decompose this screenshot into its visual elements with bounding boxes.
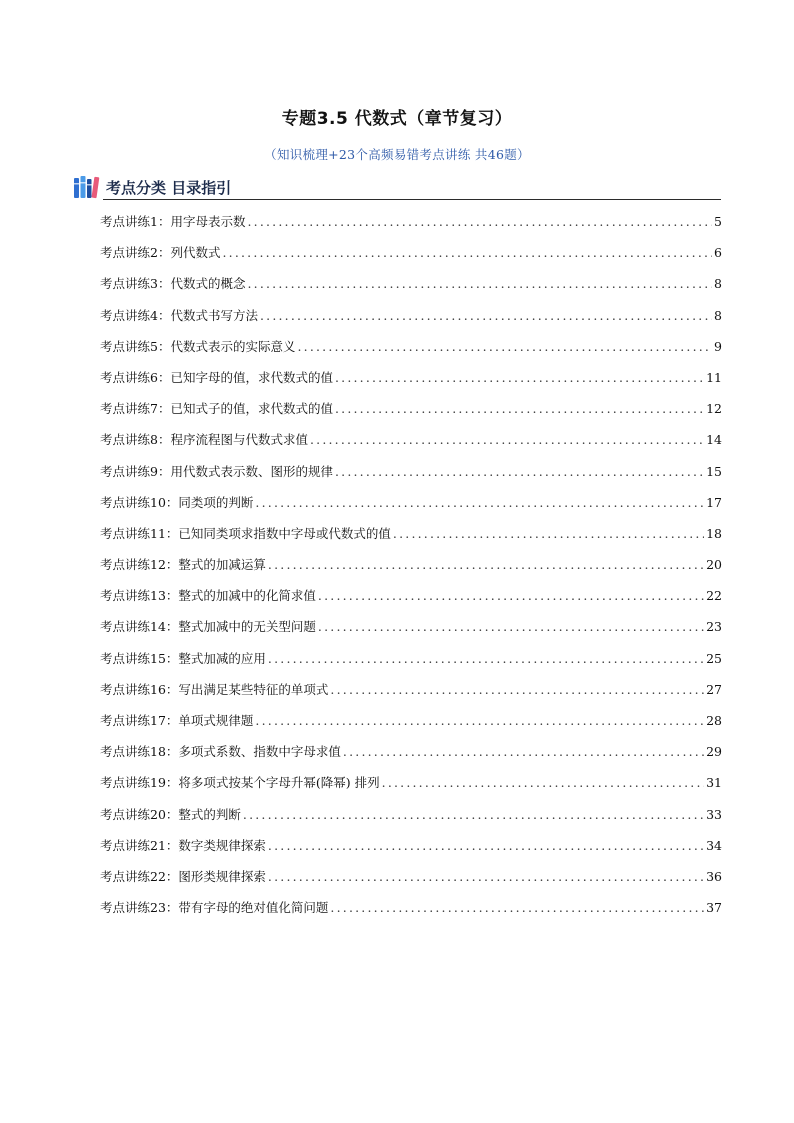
toc-item-page: 15 xyxy=(706,463,722,479)
toc-item-page: 20 xyxy=(706,557,722,573)
toc-item-label: 考点讲练17：单项式规律题 xyxy=(100,713,254,728)
toc-item[interactable] xyxy=(100,244,722,275)
toc-item-page: 6 xyxy=(714,245,722,261)
toc-leader-dots xyxy=(297,338,712,356)
toc-item-label: 考点讲练5：代数式表示的实际意义 xyxy=(100,338,296,354)
toc-item-page: 11 xyxy=(706,369,722,385)
toc-leader-dots xyxy=(268,650,704,668)
toc-leader-dots xyxy=(255,712,704,730)
toc-item-label: 考点讲练18：多项式系数、指数中字母求值 xyxy=(100,744,341,760)
toc-item-label: 考点讲练19：将多项式按某个字母升幂(降幂) 排列 xyxy=(100,775,380,791)
toc-item-label: 考点讲练23：带有字母的绝对值化简问题 xyxy=(100,900,329,916)
page-subtitle: （知识梳理+23个高频易错考点讲练 共46题） xyxy=(264,147,530,162)
toc-item-page: 31 xyxy=(706,775,722,791)
toc-item[interactable] xyxy=(100,868,722,899)
toc-item-label: 考点讲练7：已知式子的值，求代数式的值 xyxy=(100,401,333,417)
toc-item[interactable] xyxy=(100,774,722,805)
toc-item-page: 12 xyxy=(706,401,722,417)
page-title: 专题3.5 代数式（章节复习） xyxy=(281,109,513,129)
toc-leader-dots xyxy=(247,275,712,293)
toc-leader-dots xyxy=(310,431,704,449)
toc-item-page: 34 xyxy=(706,837,722,853)
toc-item[interactable] xyxy=(100,806,722,837)
toc-leader-dots xyxy=(318,587,704,605)
toc-item[interactable] xyxy=(100,618,722,649)
toc-leader-dots xyxy=(268,556,704,574)
toc-item-page: 17 xyxy=(706,494,722,510)
toc-item[interactable] xyxy=(100,307,722,338)
toc-item[interactable] xyxy=(100,463,722,494)
toc-item[interactable] xyxy=(100,650,722,681)
toc-item-page: 23 xyxy=(706,619,722,635)
toc-item-page: 8 xyxy=(714,276,722,292)
toc-leader-dots xyxy=(255,494,704,512)
toc-item-label: 考点讲练12：整式的加减运算 xyxy=(100,557,266,573)
toc-item[interactable] xyxy=(100,712,722,743)
toc-item-label: 考点讲练20：整式的判断 xyxy=(100,806,241,822)
toc-leader-dots xyxy=(222,244,712,262)
toc-item-label: 考点讲练2：列代数式 xyxy=(100,245,221,261)
table-of-contents xyxy=(100,213,722,930)
toc-item[interactable] xyxy=(100,681,722,712)
toc-item-page: 5 xyxy=(714,214,722,229)
toc-item-page: 29 xyxy=(706,744,722,760)
toc-item[interactable] xyxy=(100,556,722,587)
toc-item[interactable] xyxy=(100,494,722,525)
toc-item-page: 14 xyxy=(706,432,722,448)
toc-item[interactable] xyxy=(100,587,722,618)
toc-leader-dots xyxy=(343,743,704,761)
toc-leader-dots xyxy=(318,618,704,636)
toc-leader-dots xyxy=(247,213,712,231)
toc-leader-dots xyxy=(335,400,704,418)
toc-item-label: 考点讲练21：数字类规律探索 xyxy=(100,837,266,853)
toc-leader-dots xyxy=(268,837,704,855)
toc-item[interactable] xyxy=(100,213,722,244)
toc-item-label: 考点讲练3：代数式的概念 xyxy=(100,276,246,292)
toc-item[interactable] xyxy=(100,275,722,306)
toc-item-page: 9 xyxy=(714,338,722,354)
toc-leader-dots xyxy=(335,463,704,481)
toc-item[interactable] xyxy=(100,338,722,369)
toc-item[interactable] xyxy=(100,369,722,400)
toc-leader-dots xyxy=(330,681,704,699)
toc-leader-dots xyxy=(268,868,704,886)
toc-leader-dots xyxy=(335,369,704,387)
toc-item-page: 18 xyxy=(706,525,722,541)
toc-item-label: 考点讲练22：图形类规律探索 xyxy=(100,868,266,884)
toc-leader-dots xyxy=(382,774,704,792)
toc-leader-dots xyxy=(330,899,704,917)
toc-item-page: 33 xyxy=(706,806,722,822)
toc-item-label: 考点讲练16：写出满足某些特征的单项式 xyxy=(100,681,329,697)
toc-item-label: 考点讲练14：整式加减中的无关型问题 xyxy=(100,619,316,635)
toc-item-page: 28 xyxy=(706,713,722,728)
toc-item-label: 考点讲练11：已知同类项求指数中字母或代数式的值 xyxy=(100,525,391,541)
toc-item-page: 37 xyxy=(706,900,722,916)
toc-item-label: 考点讲练1：用字母表示数 xyxy=(100,214,246,229)
toc-leader-dots xyxy=(393,525,704,543)
toc-item-label: 考点讲练8：程序流程图与代数式求值 xyxy=(100,432,308,448)
toc-item[interactable] xyxy=(100,431,722,462)
toc-item-label: 考点讲练10：同类项的判断 xyxy=(100,494,254,510)
section-divider xyxy=(103,199,721,200)
toc-leader-dots xyxy=(260,307,712,325)
toc-item-page: 36 xyxy=(706,868,722,884)
toc-item-label: 考点讲练15：整式加减的应用 xyxy=(100,650,266,666)
section-header-label: 考点分类 目录指引 xyxy=(106,179,232,197)
toc-item-page: 8 xyxy=(714,307,722,323)
toc-item-label: 考点讲练6：已知字母的值，求代数式的值 xyxy=(100,369,333,385)
toc-item[interactable] xyxy=(100,400,722,431)
toc-item[interactable] xyxy=(100,743,722,774)
toc-item-label: 考点讲练9：用代数式表示数、图形的规律 xyxy=(100,463,333,479)
toc-item-page: 25 xyxy=(706,650,722,666)
toc-leader-dots xyxy=(243,806,704,824)
toc-item-label: 考点讲练4：代数式书写方法 xyxy=(100,307,258,323)
toc-item-page: 27 xyxy=(706,681,722,697)
toc-item-page: 22 xyxy=(706,588,722,604)
toc-item[interactable] xyxy=(100,837,722,868)
toc-item-label: 考点讲练13：整式的加减中的化简求值 xyxy=(100,588,316,604)
toc-item[interactable] xyxy=(100,899,722,930)
toc-item[interactable] xyxy=(100,525,722,556)
books-icon xyxy=(73,175,100,199)
section-header xyxy=(73,174,721,200)
